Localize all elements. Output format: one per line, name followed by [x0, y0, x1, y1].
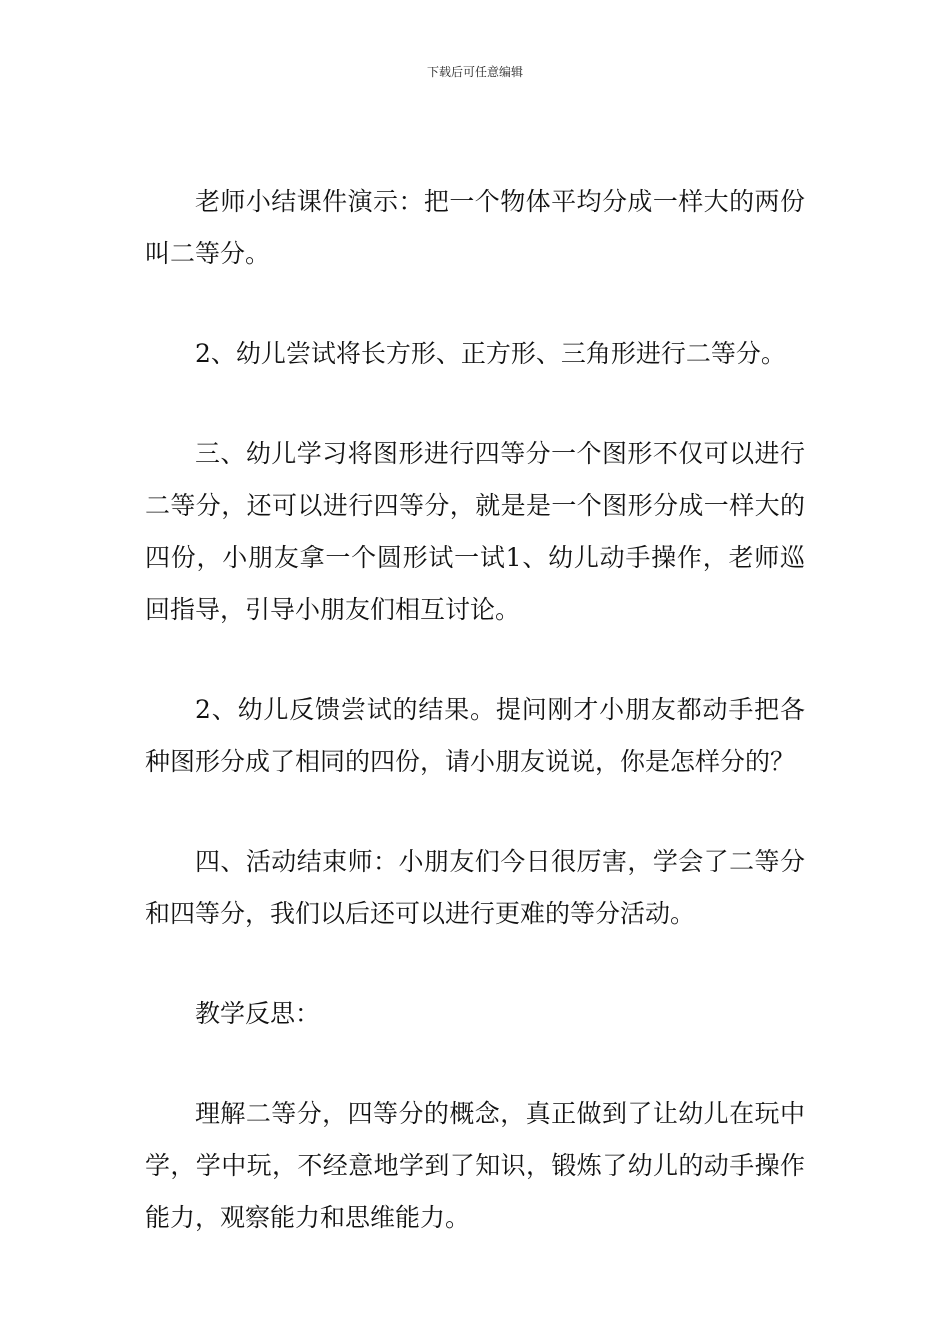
paragraph-section-3-quartering: 三、幼儿学习将图形进行四等分一个图形不仅可以进行二等分，还可以进行四等分，就是是一个图形分成一样大的四份，小朋友拿一个圆形试一试1、幼儿动手操作，老师巡回指导，引导小朋友们相互讨论。 — [145, 439, 805, 624]
paragraph-reflection-heading: 教学反思： — [195, 999, 321, 1028]
page-header: 下载后可任意编辑 — [426, 65, 523, 79]
document-body — [145, 176, 805, 1292]
paragraph-step-2-feedback: 2、幼儿反馈尝试的结果。提问刚才小朋友都动手把各种图形分成了相同的四份，请小朋友说说，你是怎样分的？ — [145, 695, 805, 776]
paragraph-reflection-text: 理解二等分，四等分的概念，真正做到了让幼儿在玩中学，学中玩，不经意地学到了知识，锻炼了幼儿的动手操作能力，观察能力和思维能力。 — [145, 1099, 805, 1232]
paragraph-summary: 老师小结课件演示：把一个物体平均分成一样大的两份叫二等分。 — [145, 187, 805, 268]
paragraph-step-2-halving: 2、幼儿尝试将长方形、正方形、三角形进行二等分。 — [195, 339, 786, 368]
paragraph-section-4-conclusion: 四、活动结束师：小朋友们今日很厉害，学会了二等分和四等分，我们以后还可以进行更难的等分活动。 — [145, 847, 805, 928]
